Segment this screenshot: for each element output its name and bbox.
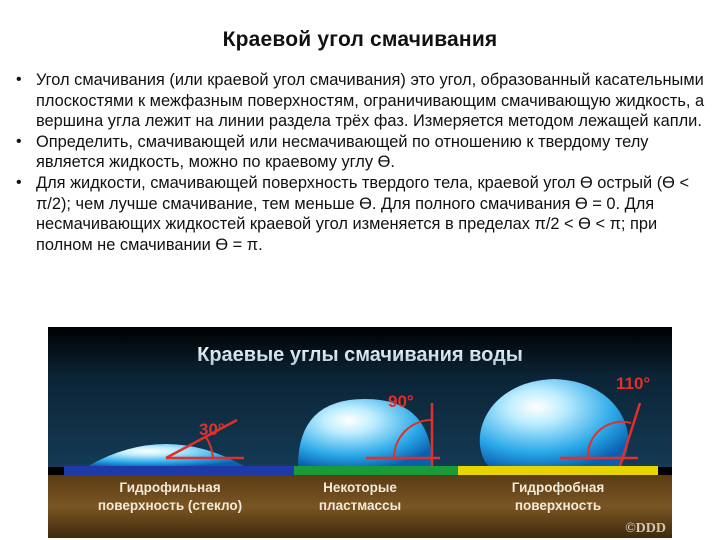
contact-angle-figure [48, 327, 672, 538]
figure-svg [48, 327, 672, 538]
angle-label-30: 30° [199, 420, 225, 439]
surface-strip-plastic [294, 466, 458, 475]
watermark: ©DDD [625, 521, 666, 536]
surface-strip-hydrophobic [458, 466, 658, 475]
surface-label-2-line1: Некоторые [323, 480, 397, 495]
surface-label-1-line2: поверхность (стекло) [97, 498, 243, 513]
surface-label-1-line1: Гидрофильная [119, 480, 221, 495]
slide-title: Краевой угол смачивания [222, 28, 498, 51]
bullet-list [16, 70, 706, 255]
bullet-definition: • Угол смачивания (или краевой угол смачивания) это угол, образованный касательными плоскостями к межфазным поверхностям, ограничивающим смачивающую жидкость, а вершина угла лежит на линии раздела трёх фаз. Измеряется методом лежащей капли. [16, 70, 706, 132]
surface-strip-glass [64, 466, 294, 475]
angle-label-110: 110° [616, 374, 651, 393]
surface-label-3-line1: Гидрофобная [511, 480, 605, 495]
surface-label-2-line2: пластмассы [318, 498, 402, 513]
bullet-wetting-conditions: • Для жидкости, смачивающей поверхность твердого тела, краевой угол ϴ острый (ϴ < π/2); чем лучше смачивание, тем меньше ϴ. Для полного смачивания ϴ = 0. Для несмачивающих жидкостей краевой угол изменяется в пределах π/2 < ϴ < π; при полном не смачивании ϴ = π. [16, 173, 706, 255]
surface-label-3-line2: поверхность [514, 498, 602, 513]
figure-heading: Краевые углы смачивания воды [197, 344, 523, 366]
angle-label-90: 90° [388, 392, 414, 411]
bullet-determination: • Определить, смачивающей или несмачивающей по отношению к твердому телу является жидкость, можно по краевому углу ϴ. [16, 132, 706, 173]
